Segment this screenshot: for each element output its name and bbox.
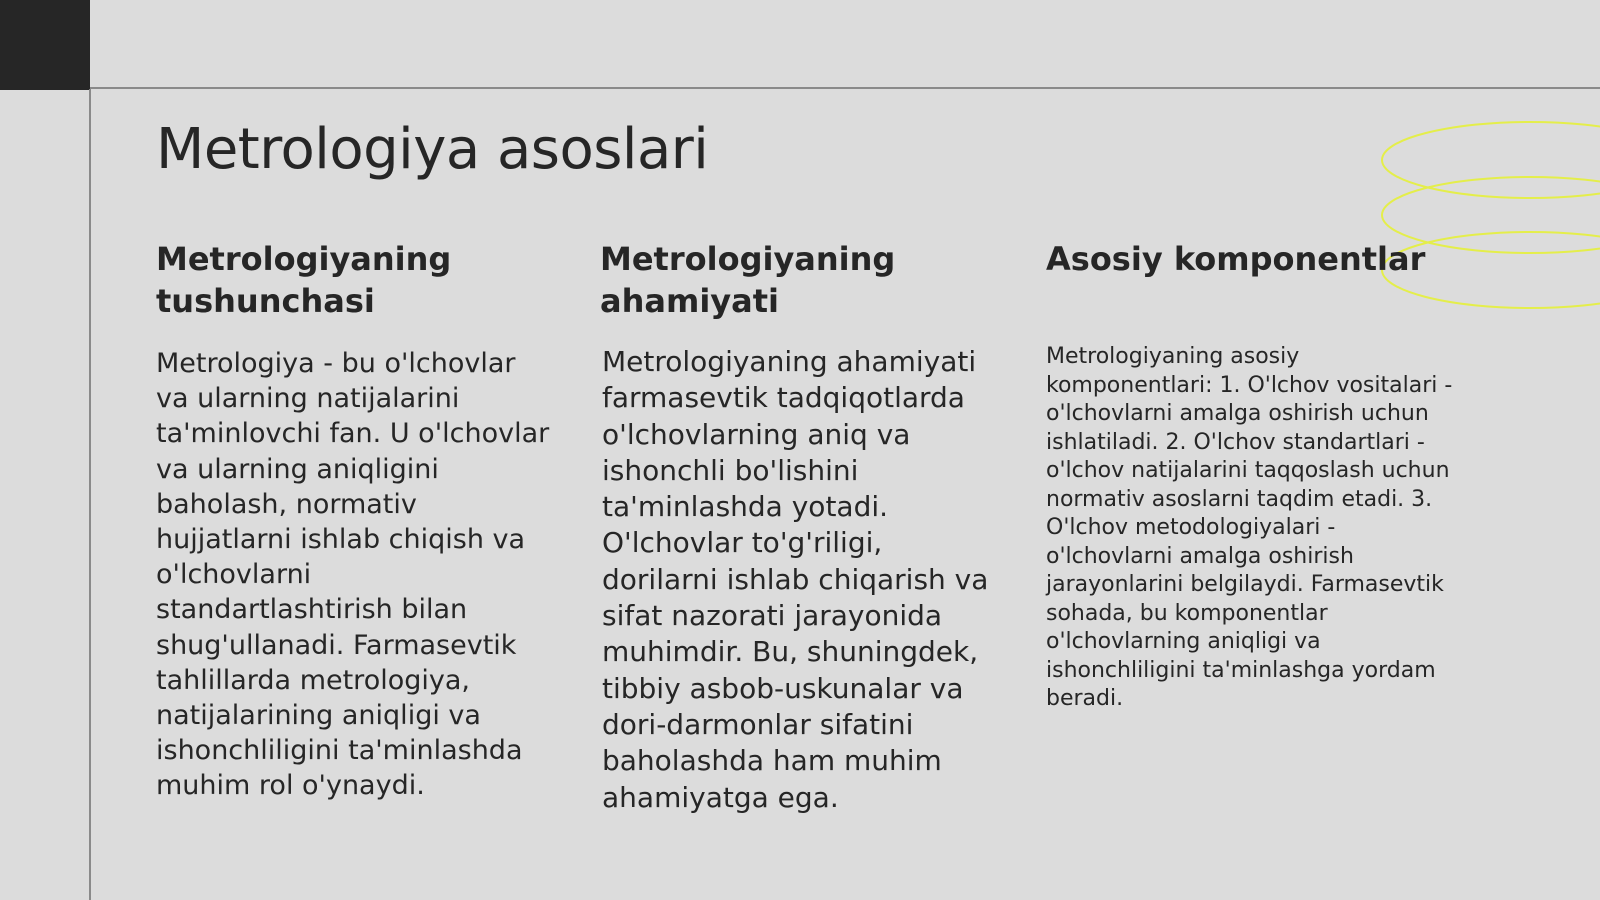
column-concept xyxy=(156,238,556,802)
column-heading: Metrologiyaning tushunchasi xyxy=(156,240,452,320)
corner-block xyxy=(0,0,90,90)
ring-1 xyxy=(1382,122,1600,198)
left-divider xyxy=(89,89,91,900)
column-body: Metrologiyaning asosiy komponentlari: 1. O'lchov vositalari - o'lchovlarni amalga oshirish uchun ishlatiladi. 2. O'lchov standartlari - o'lchov natijalarini taqqoslash uchun normativ asoslarni taqdim etadi. 3. O'lchov metodologiyalari - o'lchovlarni amalga oshirish jarayonlarini belgilaydi. Farmasevtik sohada, bu komponentlar o'lchovlarning aniqligi va ishonchliligini ta'minlashga yordam beradi. xyxy=(1046,344,1453,711)
column-heading: Asosiy komponentlar xyxy=(1046,240,1426,278)
column-components xyxy=(1046,238,1466,711)
column-heading: Metrologiyaning ahamiyati xyxy=(600,240,896,320)
top-divider xyxy=(90,87,1600,89)
column-body: Metrologiyaning ahamiyati farmasevtik tadqiqotlarda o'lchovlarning aniq va ishonchli bo'lishini ta'minlashda yotadi. O'lchovlar to'g'riligi, dorilarni ishlab chiqarish va sifat nazorati jarayonida muhimdir. Bu, shuningdek, tibbiy asbob-uskunalar va dori-darmonlar sifatini baholashda ham muhim ahamiyatga ega. xyxy=(602,345,989,814)
decorative-rings-graphic xyxy=(1380,115,1600,325)
decorative-rings xyxy=(1380,115,1600,325)
slide-title: Metrologiya asoslari xyxy=(156,117,709,182)
column-body: Metrologiya - bu o'lchovlar va ularning natijalarini ta'minlovchi fan. U o'lchovlar va ularning aniqligini baholash, normativ hujjatlarni ishlab chiqish va o'lchovlarni standartlashtirish bilan shug'ullanadi. Farmasevtik tahlillarda metrologiya, natijalarining aniqligi va ishonchliligini ta'minlashda muhim rol o'ynaydi. xyxy=(156,348,550,802)
column-importance xyxy=(600,238,1010,814)
